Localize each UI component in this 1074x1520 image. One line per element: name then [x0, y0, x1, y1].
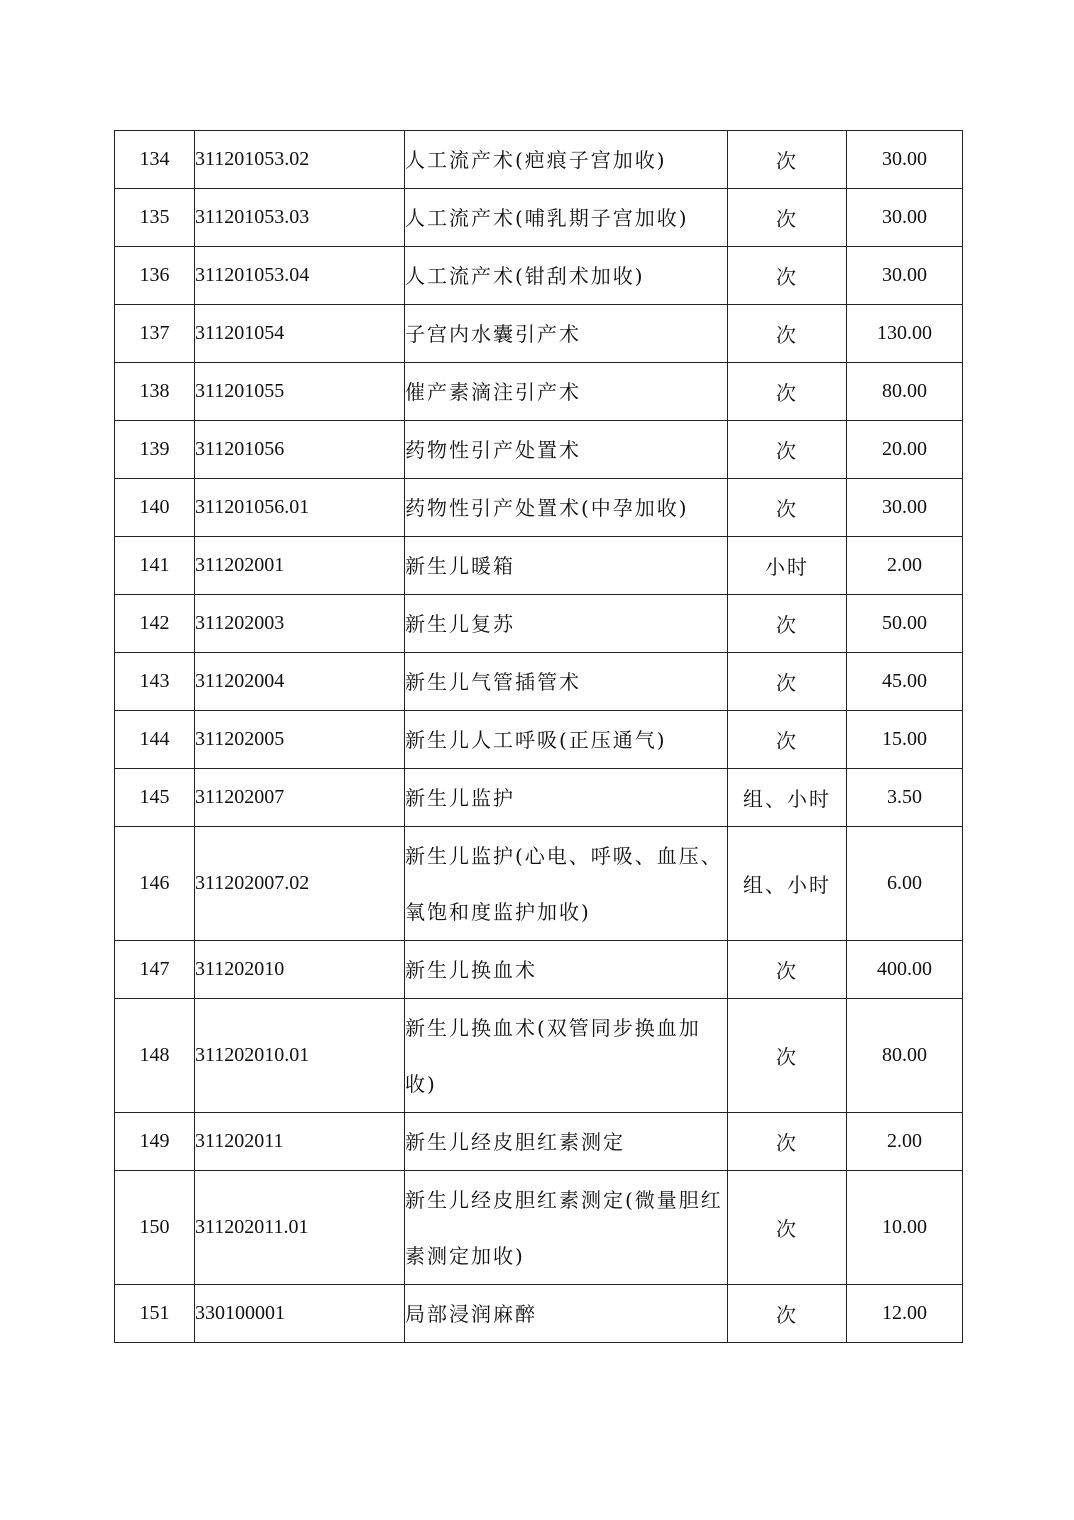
item-price: 80.00	[847, 363, 963, 421]
item-name: 新生儿监护(心电、呼吸、血压、氧饱和度监护加收)	[405, 827, 728, 941]
item-code: 311202005	[195, 711, 405, 769]
row-number: 145	[115, 769, 195, 827]
item-code: 311202001	[195, 537, 405, 595]
table-row	[115, 1285, 963, 1343]
item-price: 15.00	[847, 711, 963, 769]
item-unit: 次	[728, 1171, 847, 1285]
item-name: 新生儿经皮胆红素测定	[405, 1113, 728, 1171]
item-price: 30.00	[847, 189, 963, 247]
item-price: 2.00	[847, 537, 963, 595]
row-number: 143	[115, 653, 195, 711]
item-price: 30.00	[847, 479, 963, 537]
table-row	[115, 999, 963, 1113]
table-row	[115, 653, 963, 711]
item-price: 80.00	[847, 999, 963, 1113]
item-name: 新生儿暖箱	[405, 537, 728, 595]
item-code: 311202010	[195, 941, 405, 999]
table-row	[115, 247, 963, 305]
item-name: 新生儿换血术(双管同步换血加收)	[405, 999, 728, 1113]
item-unit: 组、小时	[728, 827, 847, 941]
table-row	[115, 305, 963, 363]
table-row	[115, 711, 963, 769]
item-name: 新生儿人工呼吸(正压通气)	[405, 711, 728, 769]
row-number: 140	[115, 479, 195, 537]
row-number: 146	[115, 827, 195, 941]
item-price: 50.00	[847, 595, 963, 653]
item-price: 12.00	[847, 1285, 963, 1343]
item-code: 311201056.01	[195, 479, 405, 537]
row-number: 150	[115, 1171, 195, 1285]
row-number: 139	[115, 421, 195, 479]
item-price: 130.00	[847, 305, 963, 363]
item-price: 3.50	[847, 769, 963, 827]
item-name: 新生儿复苏	[405, 595, 728, 653]
item-unit: 小时	[728, 537, 847, 595]
item-unit: 次	[728, 595, 847, 653]
item-name: 新生儿换血术	[405, 941, 728, 999]
item-code: 311202007.02	[195, 827, 405, 941]
item-unit: 次	[728, 1113, 847, 1171]
item-name: 新生儿监护	[405, 769, 728, 827]
item-name: 子宫内水囊引产术	[405, 305, 728, 363]
item-price: 2.00	[847, 1113, 963, 1171]
row-number: 151	[115, 1285, 195, 1343]
item-code: 311201055	[195, 363, 405, 421]
row-number: 147	[115, 941, 195, 999]
item-unit: 次	[728, 363, 847, 421]
table-row	[115, 941, 963, 999]
item-unit: 次	[728, 941, 847, 999]
table-row	[115, 131, 963, 189]
item-price: 400.00	[847, 941, 963, 999]
row-number: 142	[115, 595, 195, 653]
table-row	[115, 1171, 963, 1285]
item-price: 45.00	[847, 653, 963, 711]
row-number: 141	[115, 537, 195, 595]
item-name: 人工流产术(哺乳期子宫加收)	[405, 189, 728, 247]
item-unit: 次	[728, 421, 847, 479]
item-unit: 次	[728, 305, 847, 363]
item-code: 311202004	[195, 653, 405, 711]
item-name: 局部浸润麻醉	[405, 1285, 728, 1343]
row-number: 138	[115, 363, 195, 421]
row-number: 135	[115, 189, 195, 247]
table-row	[115, 479, 963, 537]
row-number: 137	[115, 305, 195, 363]
table-row	[115, 537, 963, 595]
item-unit: 次	[728, 653, 847, 711]
item-price: 20.00	[847, 421, 963, 479]
item-code: 311202011.01	[195, 1171, 405, 1285]
item-name: 人工流产术(钳刮术加收)	[405, 247, 728, 305]
row-number: 149	[115, 1113, 195, 1171]
table-row	[115, 595, 963, 653]
item-code: 311201053.03	[195, 189, 405, 247]
row-number: 148	[115, 999, 195, 1113]
item-name: 药物性引产处置术	[405, 421, 728, 479]
item-name: 催产素滴注引产术	[405, 363, 728, 421]
item-unit: 次	[728, 131, 847, 189]
row-number: 144	[115, 711, 195, 769]
item-unit: 次	[728, 479, 847, 537]
item-price: 30.00	[847, 131, 963, 189]
table-row	[115, 1113, 963, 1171]
item-name: 药物性引产处置术(中孕加收)	[405, 479, 728, 537]
item-code: 311201054	[195, 305, 405, 363]
item-price: 10.00	[847, 1171, 963, 1285]
item-unit: 次	[728, 1285, 847, 1343]
table-row	[115, 363, 963, 421]
item-unit: 次	[728, 189, 847, 247]
item-code: 311202010.01	[195, 999, 405, 1113]
table-row	[115, 827, 963, 941]
fee-schedule-table	[114, 130, 963, 1343]
item-price: 6.00	[847, 827, 963, 941]
item-unit: 次	[728, 247, 847, 305]
item-code: 311202003	[195, 595, 405, 653]
item-code: 311201053.04	[195, 247, 405, 305]
item-name: 人工流产术(疤痕子宫加收)	[405, 131, 728, 189]
item-unit: 次	[728, 999, 847, 1113]
item-code: 330100001	[195, 1285, 405, 1343]
item-unit: 次	[728, 711, 847, 769]
item-code: 311202011	[195, 1113, 405, 1171]
item-name: 新生儿经皮胆红素测定(微量胆红素测定加收)	[405, 1171, 728, 1285]
row-number: 136	[115, 247, 195, 305]
item-unit: 组、小时	[728, 769, 847, 827]
item-code: 311201056	[195, 421, 405, 479]
table-row	[115, 189, 963, 247]
item-code: 311202007	[195, 769, 405, 827]
item-price: 30.00	[847, 247, 963, 305]
item-code: 311201053.02	[195, 131, 405, 189]
table-row	[115, 421, 963, 479]
table-row	[115, 769, 963, 827]
row-number: 134	[115, 131, 195, 189]
item-name: 新生儿气管插管术	[405, 653, 728, 711]
